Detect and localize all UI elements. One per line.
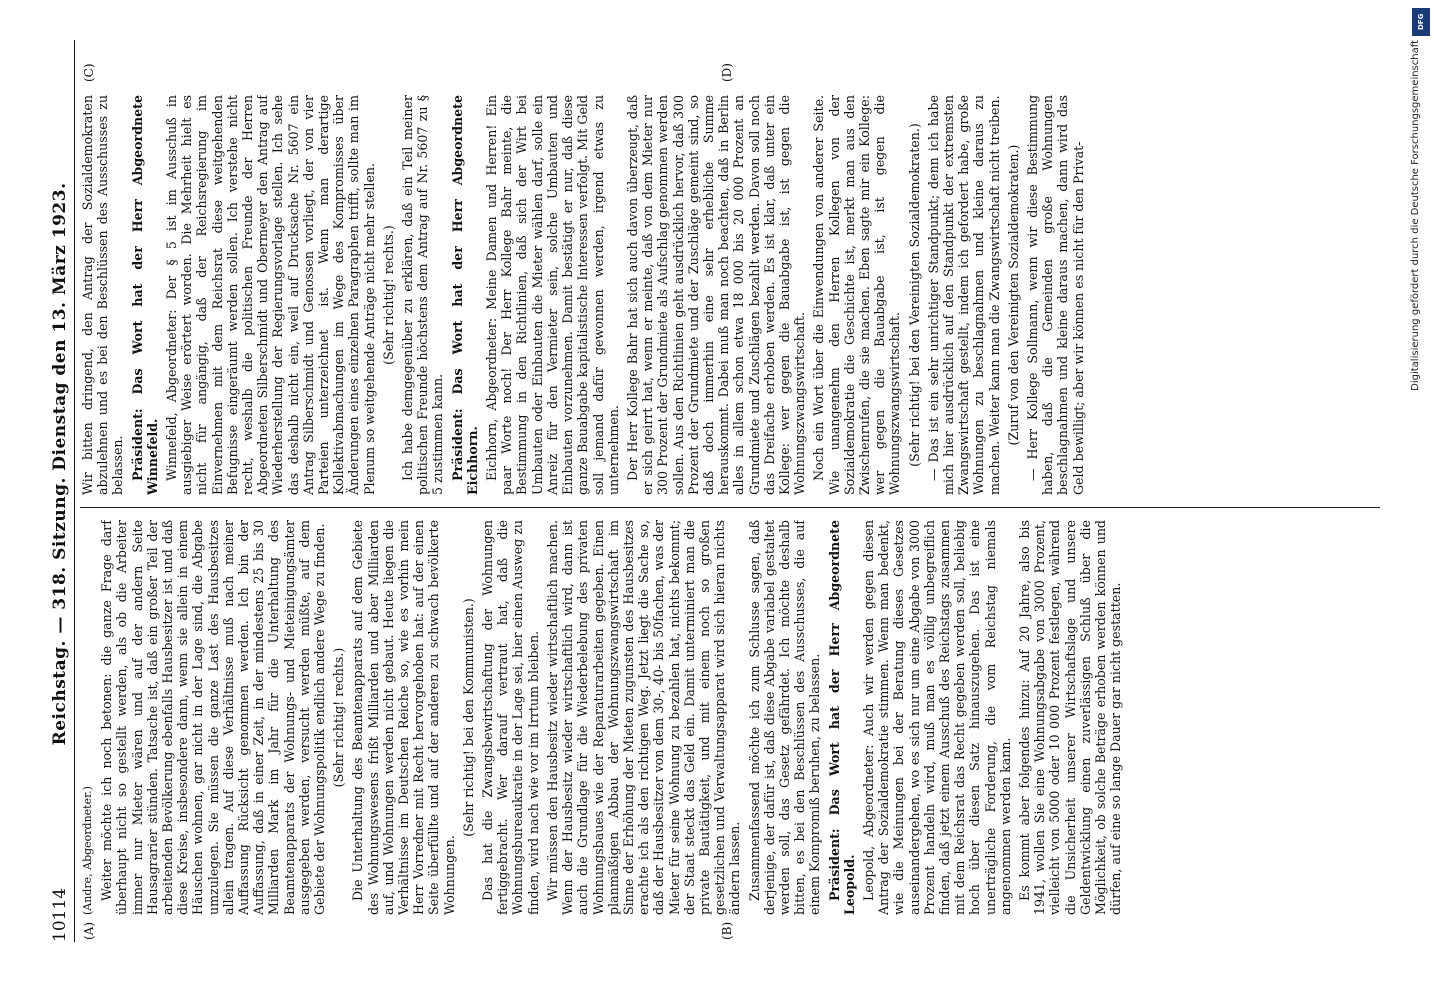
paragraph: Der Herr Kollege Bahr hat sich auch davon überzeugt, daß er sich geirrt hat, wenn er meinte, daß von dem Mieter nur 300 Prozent der Grundmiete als Aufschlag genommen werden sollen. Aus den Richtlinien geht ausdrücklich hervor, daß 300 Prozent der Grundmiete und der Zuschläge gemeint sind, so daß doch immerhin eine sehr erhebliche Summe herauskommt. Dabei muß man noch beachten, daß in Berlin alles in allem schon etwa 18 000 bis 20 000 Prozent an Grundmiete und Zuschlägen bezahlt werden. Davon soll noch das Dreifache erhoben werden. Es ist klar, daß unter ein Kollege: wer gegen die Bauabgabe ist, ist gegen die Wohnungszwangswirtschaft. xyxy=(624,95,808,495)
margin-marker-d: (D) xyxy=(720,63,734,82)
paragraph: Weiter möchte ich noch betonen: die ganze Frage darf überhaupt nicht so gestellt werden, als ob die Arbeiter immer nur Mieter wären und auf der andern Seite Hausagrarier stünden. Tatsache ist, daß ein großer Teil der arbeitenden Bevölkerung ebenfalls Hausbesitzer ist und daß diese Kreise, insbesondere dann, wenn sie allein in einem Häuschen wohnen, gar nicht in der Lage sind, die Abgabe umzulegen. Sie müssen die ganze Last des Hausbesitzes allein tragen. Auf diese Verhältnisse muß nach meiner Auffassung Rücksicht genommen werden. Ich bin der Auffassung, daß in einer Zeit, in der mindestens 25 bis 30 Milliarden Mark im Jahr für die Unterhaltung des Beamtenapparats der Wohnungs- und Mieteinigungsämter ausgegeben werden, versucht werden müßte, auf dem Gebiete der Wohnungspolitik endlich andere Wege zu finden. xyxy=(99,520,328,915)
president-speech: Präsident: Das Wort hat der Herr Abgeordnete Eichhorn. xyxy=(449,95,480,495)
speech-leopold: Leopold, Abgeordneter: Auch wir werden gegen diesen Antrag der Sozialdemokratie stimmen. Wenn man bedenkt, wie die Meinungen bei der Beratung dieses Gesetzes auseinandergehen, wo es sich nur um eine Abgabe von 3000 Prozent handeln wird, muß man es völlig unbegreiflich finden, daß jetzt einem Ausschuß des Reichstags zusammen mit dem Reichsrat das Recht gegeben werden soll, beliebig hoch über diesen Satz hinauszugehen. Das ist eine unerträgliche Forderung, die vom Reichstag niemals angenommen werden kann. xyxy=(860,520,1013,915)
page-header xyxy=(40,40,75,942)
margin-marker-a: (A) xyxy=(82,921,96,940)
paragraph: Zusammenfassend möchte ich zum Schlusse sagen, daß derjenige, der dafür ist, daß diese Abgabe variabel gestaltet werden soll, das Gesetz gefährdet. Ich möchte deshalb bitten, es bei den Beschlüssen des Ausschusses, die auf einem Kompromiß beruhen, zu belassen. xyxy=(746,520,823,915)
interjection: (Zuruf von den Vereinigten Sozialdemokraten.) xyxy=(1005,144,1021,446)
speaker-continuation: (Andre, Abgeordneter.) xyxy=(81,786,94,915)
paragraph: Noch ein Wort über die Einwendungen von anderer Seite. Wie unangenehm den Herren Kollegen von der Sozialdemokratie die Geschichte ist, merkt man aus den Zwischenrufen, die sie machen. Eben sagte mir ein Kollege: wer gegen die Bauabgabe ist, ist gegen die Wohnungszwangswirtschaft. xyxy=(811,95,903,495)
credit-text: Digitalisierung gefördert durch die Deutsche Forschungsgemeinschaft xyxy=(1410,40,1421,391)
dfg-logo: DFG xyxy=(1412,8,1430,36)
paragraph: Wir müssen den Hausbesitz wieder wirtschaftlich machen. Wenn der Hausbesitz wieder wirtschaftlich wird, dann ist auch die Grundlage für die Wiederbelebung des privaten Wohnungsbaues wie der Reparaturarbeiten gegeben. Einen planmäßigen Abbau der Wohnungszwangswirtschaft im Sinne der Erhöhung der Mieten zugunsten des Hausbesitzes erachte ich als den richtigen Weg. Jetzt liegt die Sache so, daß der Hausbesitzer von dem 30-, 40- bis 50fachen, was der Mieter für seine Wohnung zu bezahlen hat, nichts bekommt; der Staat steckt das Geld ein. Damit unterminiert man die private Bautätigkeit, und mit einem noch so großen gesetzlichen und Verwaltungsapparat wird sich hieran nichts ändern lassen. xyxy=(544,520,743,915)
column-divider xyxy=(80,507,1380,508)
paragraph: — Das ist ein sehr unrichtiger Standpunkt; denn ich habe mich hier ausdrücklich auf den Standpunkt der extremsten Zwangswirtschaft gestellt, indem ich gefordert habe, große Wohnungen zu beschlagnahmen und kleine daraus zu machen. Weiter kann man die Zwangswirtschaft nicht treiben. xyxy=(925,95,1002,495)
paragraph: Es kommt aber folgendes hinzu: Auf 20 Jahre, also bis 1941, wollen Sie eine Wohnungsabgabe von 3000 Prozent, vielleicht von 5000 oder 10 000 Prozent festlegen, während die Unsicherheit unserer Wirtschaftslage und unsere Geldentwicklung einen zuverlässigen Schluß über die Möglichkeit, ob solche Beträge erhoben werden können und dürfen, auf eine so lange Dauer gar nicht gestatten. xyxy=(1016,520,1124,915)
president-speech: Präsident: Das Wort hat der Herr Abgeordnete Leopold. xyxy=(826,520,857,915)
margin-marker-c: (C) xyxy=(82,63,96,82)
text-column-left xyxy=(80,520,1380,915)
interjection: (Sehr richtig! bei den Kommunisten.) xyxy=(460,598,476,837)
page-number: 10114 xyxy=(50,887,70,942)
paragraph: Das hat die Zwangsbewirtschaftung der Wohnungen fertiggebracht. Wer darauf vertraut hat, daß die Wohnungsbureaukratie in der Lage sei, hier einen Ausweg zu finden, wird nach wie vor im Irrtum bleiben. xyxy=(480,520,541,915)
speech-eichhorn: Eichhorn, Abgeordneter: Meine Damen und Herren! Ein paar Worte noch! Der Herr Kollege Bahr meinte, die Bestimmung in den Richtlinien, daß sich der Wirt bei Umbauten oder Einbauten die Mieter wählen darf, solle ein Anreiz für den Vermieter sein, solche Umbauten und Einbauten vorzunehmen. Damit bestätigt er nur, daß diese ganze Bauabgabe kapitalistische Interessen verfolgt. Mit Geld soll jemand dafür gewonnen werden, irgend etwas zu unternehmen. xyxy=(484,95,621,495)
paragraph: Wir bitten dringend, den Antrag der Sozialdemokraten abzulehnen und es bei den Beschlüssen des Ausschusses zu belassen. xyxy=(80,95,126,495)
margin-marker-b: (B) xyxy=(720,921,734,940)
interjection: (Sehr richtig! rechts.) xyxy=(331,647,347,788)
interjection: (Sehr richtig! bei den Vereinigten Sozialdemokraten.) xyxy=(906,123,922,467)
page-title: Reichstag. — 318. Sitzung. Dienstag den 13. März 1923. xyxy=(50,182,70,746)
paragraph: — Herr Kollege Sollmann, wenn wir diese Bestimmung haben, daß die Gemeinden große Wohnungen beschlagnahmen und kleine daraus machen, dann wird das Geld bewilligt; aber wir können es nicht für den Privat- xyxy=(1024,95,1086,495)
paragraph: Ich habe demgegenüber zu erklären, daß ein Teil meiner politischen Freunde höchstens dem Antrag auf Nr. 5607 zu § 5 zustimmen kann. xyxy=(400,95,446,495)
president-speech: Präsident: Das Wort hat der Herr Abgeordnete Winnefeld. xyxy=(129,95,160,495)
text-column-right xyxy=(80,95,1380,495)
interjection: (Sehr richtig! rechts.) xyxy=(380,225,396,365)
digitization-credit xyxy=(1410,0,1428,1000)
speech-winnefeld: Winnefeld, Abgeordneter: Der § 5 ist im Ausschuß in ausgiebiger Weise erörtert worden. Die Mehrheit hielt es nicht für angängig, daß der Reichsregierung im Einvernehmen mit dem Reichsrat diese weitgehenden Befugnisse eingeräumt werden sollen. Ich verstehe nicht recht, weshalb die politischen Freunde der Herren Abgeordneten Silberschmidt und Obermeyer den Antrag auf Wiederherstellung der Regierungsvorlage stellen. Ich sehe das deshalb nicht ein, weil auf Drucksache Nr. 5607 ein Antrag Silberschmidt und Genossen vorliegt, der von vier Parteien unterzeichnet ist. Wenn man derartige Kollektivabmachungen im Wege des Kompromisses über Änderungen eines einzelnen Paragraphen trifft, sollte man im Plenum so weitgehende Anträge nicht mehr stellen. xyxy=(164,95,377,495)
paragraph: Die Unterhaltung des Beamtenapparats auf dem Gebiete des Wohnungswesens frißt Milliarden und aber Milliarden auf, und Wohnungen werden nicht gebaut. Heute liegen die Verhältnisse im Deutschen Reiche so, wie es vorhin mein Herr Vorredner mit Recht hervorgehoben hat: auf der einen Seite überfüllte und auf der anderen zu schwach bevölkerte Wohnungen. xyxy=(350,520,457,915)
